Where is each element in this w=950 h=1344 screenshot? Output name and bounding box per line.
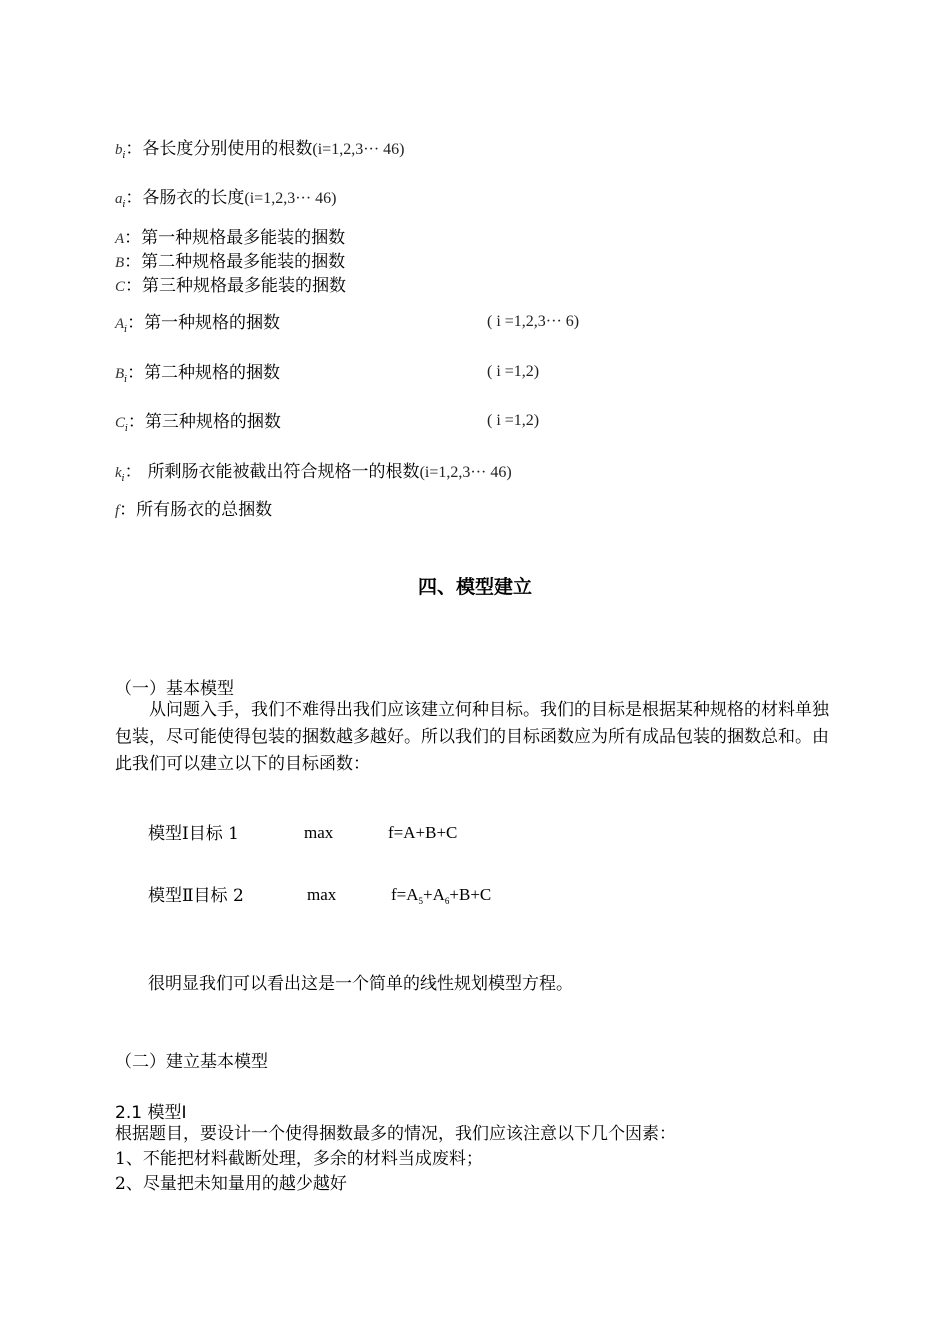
def-b: $b_i$：各长度分别使用的根数(i=1,2,3··· 46) bbox=[115, 139, 405, 161]
model2-label: 模型Ⅱ目标 2 bbox=[148, 886, 244, 906]
def-k: $k_i$： 所剩肠衣能被截出符合规格一的根数(i=1,2,3··· 46) bbox=[115, 462, 512, 484]
model1-expr: f=A+B+C bbox=[388, 823, 458, 842]
def-Ai-range: ( i =1,2,3··· 6) bbox=[487, 313, 580, 330]
list-item: 2、尽量把未知量用的越少越好 bbox=[115, 1174, 347, 1194]
def-Bi-range: ( i =1,2) bbox=[487, 363, 540, 380]
model1-op: max bbox=[304, 823, 334, 842]
def-a: $a_i$：各肠衣的长度(i=1,2,3··· 46) bbox=[115, 188, 337, 210]
intro-paragraph: 从问题入手，我们不难得出我们应该建立何种目标。我们的目标是根据某种规格的材料单独包装，尽可能使得包装的捆数越多越好。所以我们的目标函数应为所有成品包装的捆数总和。由此我们可以建立以下的目标函数： bbox=[115, 700, 829, 774]
model2-op: max bbox=[307, 885, 337, 904]
def-f: f：所有肠衣的总捆数 bbox=[115, 500, 273, 520]
def-Ci: $C_i$：第三种规格的捆数 bbox=[115, 412, 281, 434]
subsection-heading-2: （二）建立基本模型 bbox=[115, 1052, 268, 1072]
def-C: C：第三种规格最多能装的捆数 bbox=[115, 276, 347, 296]
def-A: A：第一种规格最多能装的捆数 bbox=[115, 228, 346, 248]
model-heading: 2.1 模型Ⅰ bbox=[115, 1103, 187, 1123]
model-intro: 根据题目，要设计一个使得捆数最多的情况，我们应该注意以下几个因素： bbox=[115, 1124, 676, 1144]
list-item: 1、不能把材料截断处理，多余的材料当成废料； bbox=[115, 1149, 483, 1169]
model2-expr: $f=A_5+A_6+B+C$ bbox=[391, 885, 492, 906]
subsection-heading-1: （一）基本模型 bbox=[115, 679, 234, 699]
def-B: B：第二种规格最多能装的捆数 bbox=[115, 252, 346, 272]
model1-label: 模型Ⅰ目标 1 bbox=[148, 824, 239, 844]
def-Ai: $A_i$：第一种规格的捆数 bbox=[115, 313, 281, 335]
conclusion-text: 很明显我们可以看出这是一个简单的线性规划模型方程。 bbox=[148, 974, 573, 994]
section-title: 四、模型建立 bbox=[417, 576, 532, 598]
def-Ci-range: ( i =1,2) bbox=[487, 412, 540, 429]
def-Bi: $B_i$：第二种规格的捆数 bbox=[115, 363, 281, 385]
